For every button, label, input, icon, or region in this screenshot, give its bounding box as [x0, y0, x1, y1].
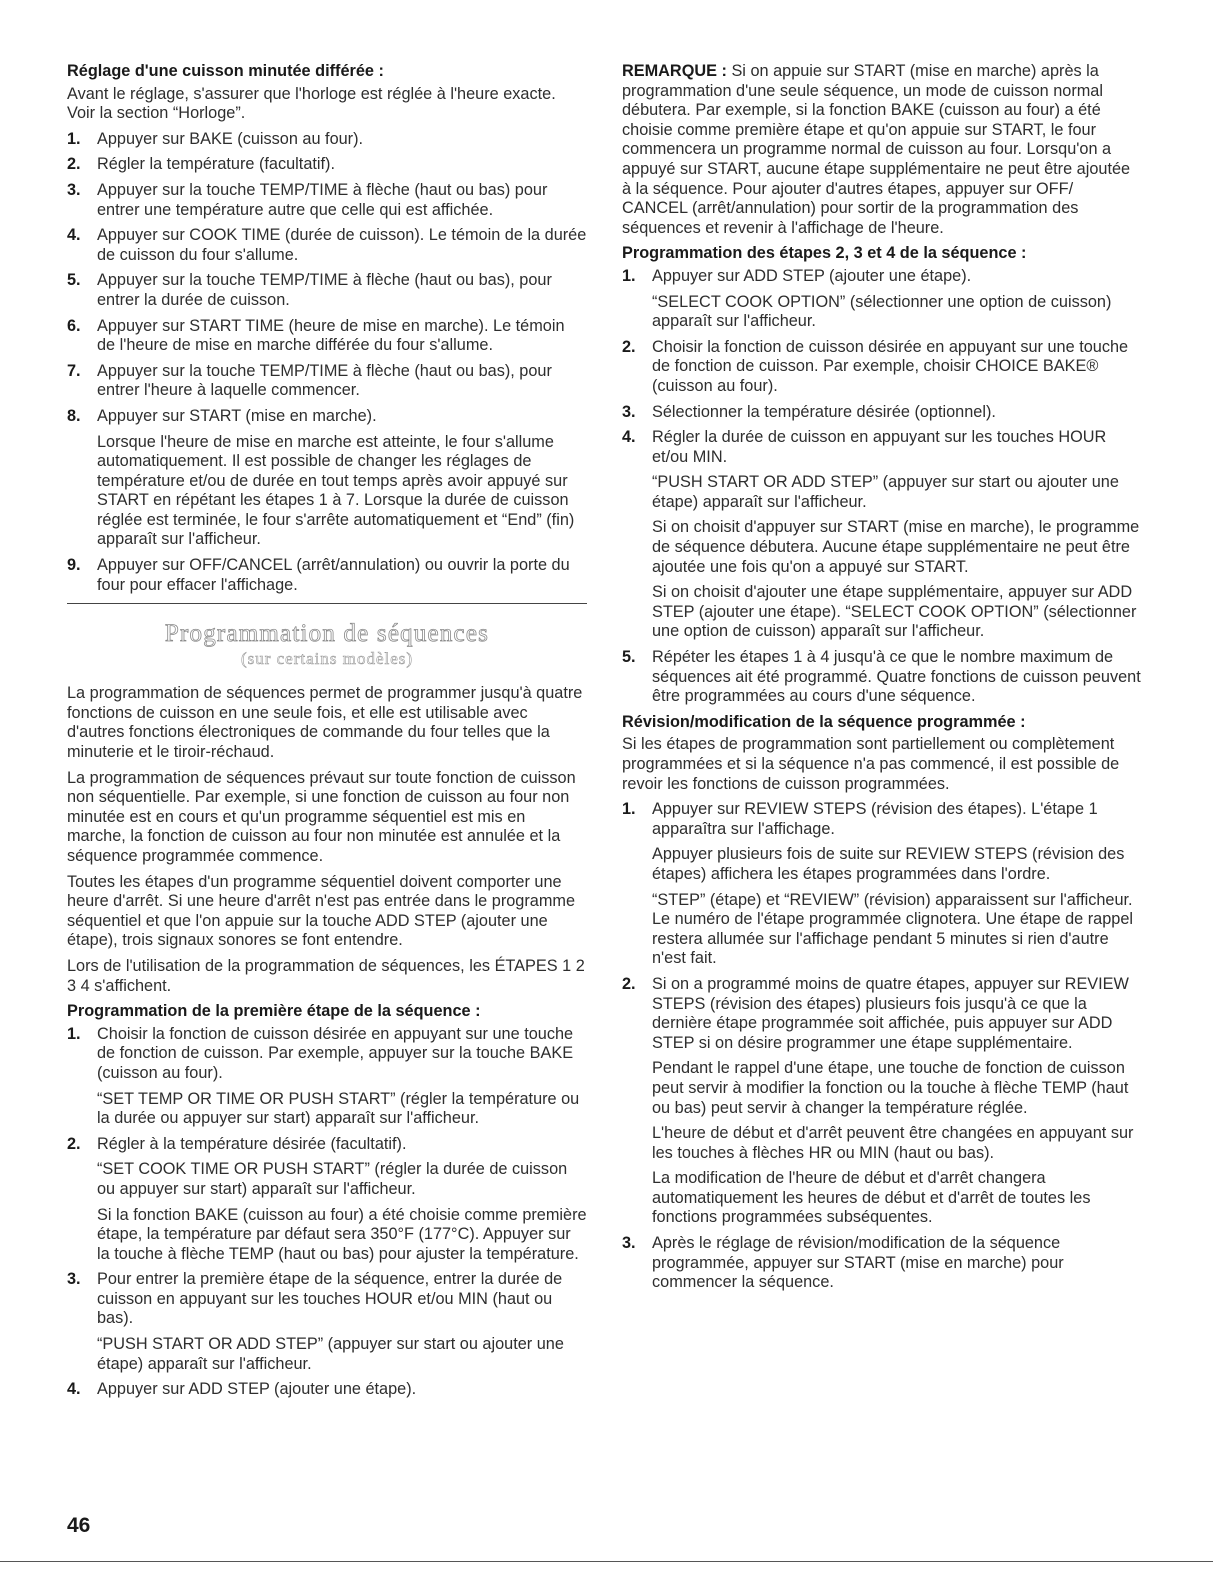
section-divider [67, 603, 587, 604]
step-text: Appuyer sur ADD STEP (ajouter une étape). [97, 1380, 417, 1399]
step-detail: “PUSH START OR ADD STEP” (appuyer sur start ou ajouter une étape) apparaît sur l'afficheur. [97, 1335, 564, 1373]
step-text: Appuyer sur la touche TEMP/TIME à flèche (haut ou bas), pour entrer la durée de cuisson. [97, 271, 552, 309]
paragraph: Toutes les étapes d'un programme séquentiel doivent comporter une heure d'arrêt. Si une heure d'arrêt n'est pas entrée dans le programme séquentiel et que l'on appuie sur la touche ADD STEP (ajouter une étape), trois signaux sonores se font entendre. [67, 872, 576, 950]
step-number: 1. [622, 800, 636, 819]
step-text: Appuyer sur la touche TEMP/TIME à flèche (haut ou bas), pour entrer l'heure à laquelle commencer. [97, 361, 552, 400]
step-detail: “SET COOK TIME OR PUSH START” (régler la durée de cuisson ou appuyer sur start) apparaît sur l'afficheur. [97, 1160, 568, 1198]
list-item [67, 362, 587, 401]
delayed-cook-intro: Avant le réglage, s'assurer que l'horloge est réglée à l'heure exacte. Voir la section “Horloge”. [67, 84, 556, 123]
note-paragraph [622, 62, 1142, 238]
step-text: Après le réglage de révision/modification de la séquence programmée, appuyer sur START (mise en marche) pour commencer la séquence. [652, 1234, 1064, 1292]
review-intro: Si les étapes de programmation sont partiellement ou complètement programmées et si la séquence n'a pas commencé, il est possible de revoir les fonctions de cuisson programmées. [622, 735, 1120, 793]
right-column [622, 62, 1142, 1299]
paragraph: La programmation de séquences prévaut sur toute fonction de cuisson non séquentielle. Par exemple, si une fonction de cuisson au four non minutée est en cours et qu'un programme séquentiel est mis en marche, la fonction de cuisson au four non minutée est annulée et la séquence programmée commence. [67, 768, 576, 865]
list-item [67, 155, 587, 175]
first-step-list [67, 1025, 587, 1400]
steps-2-4-list [622, 267, 1142, 707]
step-text: Appuyer sur la touche TEMP/TIME à flèche (haut ou bas) pour entrer une température autre que celle qui est affichée. [97, 180, 548, 219]
step-text: Appuyer sur ADD STEP (ajouter une étape). [652, 266, 972, 285]
step-text: Répéter les étapes 1 à 4 jusqu'à ce que le nombre maximum de séquences ait été programmé. Quatre fonctions de cuisson peuvent être programmées au cours d'une séquence. [652, 648, 1141, 706]
step-text: Appuyer sur COOK TIME (durée de cuisson). Le témoin de la durée de cuisson du four s'allume. [97, 226, 587, 264]
note-text: Si on appuie sur START (mise en marche) après la programmation d'une seule séquence, un mode de cuisson normal débutera. Par exemple, si la fonction BAKE (cuisson au four) a été choisie comme première étape et qu'on appuie sur START, le four commencera un programme normal de cuisson au four. Lorsqu'on a appuyé sur START, aucune étape supplémentaire ne peut être ajoutée à la séquence. Pour ajouter d'autres étapes, appuyer sur OFF/ CANCEL (arrêt/annulation) pour sortir de la programmation des séquences et revenir à l'affichage de l'heure. [622, 62, 1131, 237]
step-number: 3. [622, 1234, 636, 1253]
list-item [622, 975, 1142, 1228]
list-item [67, 1380, 587, 1400]
step-text: Régler la durée de cuisson en appuyant sur les touches HOUR et/ou MIN. [652, 428, 1107, 466]
step-detail: Lorsque l'heure de mise en marche est atteinte, le four s'allume automatiquement. Il est possible de changer les réglages de température et/ou de durée en tout temps après avoir appuyé sur START en répétant les étapes 1 à 7. Lorsque la durée de cuisson réglée est terminée, le four s'arrête automatiquement et “End” (fin) apparaît sur l'afficheur. [97, 432, 575, 549]
step-detail: La modification de l'heure de début et d'arrêt changera automatiquement les heures de début et d'arrêt de toutes les fonctions programmées subséquentes. [652, 1169, 1091, 1227]
list-item [67, 226, 587, 265]
step-text: Appuyer sur OFF/CANCEL (arrêt/annulation) ou ouvrir la porte du four pour effacer l'affichage. [97, 556, 570, 594]
list-item [622, 403, 1142, 423]
section-subtitle: (sur certains modèles) [240, 649, 414, 669]
step-text: Pour entrer la première étape de la séquence, entrer la durée de cuisson en appuyant sur les touches HOUR et/ou MIN (haut ou bas). [97, 1270, 563, 1328]
list-item [622, 648, 1142, 707]
list-item [67, 1135, 587, 1265]
step-text: Appuyer sur START TIME (heure de mise en marche). Le témoin de l'heure de mise en marche différée du four s'allume. [97, 316, 565, 355]
step-number: 2. [622, 337, 636, 356]
first-step-heading: Programmation de la première étape de la séquence : [67, 1002, 481, 1021]
note-label: REMARQUE : [622, 62, 727, 80]
step-detail: “SELECT COOK OPTION” (sélectionner une option de cuisson) apparaît sur l'afficheur. [652, 292, 1112, 331]
step-number: 4. [67, 226, 81, 245]
step-number: 1. [622, 266, 636, 285]
left-column [67, 62, 587, 1406]
step-text: Appuyer sur START (mise en marche). [97, 406, 377, 425]
step-detail: “STEP” (étape) et “REVIEW” (révision) apparaissent sur l'afficheur. Le numéro de l'étape programmée clignotera. Une étape de rappel restera allumée sur l'affichage pendant 5 minutes si rien d'autre n'est fait. [652, 890, 1133, 968]
list-item [67, 271, 587, 310]
page-number: 46 [67, 1514, 91, 1537]
paragraph: Lors de l'utilisation de la programmation de séquences, les ÉTAPES 1 2 3 4 s'affichent. [67, 956, 585, 995]
step-number: 3. [67, 1270, 81, 1289]
step-number: 1. [67, 129, 81, 148]
step-text: Si on a programmé moins de quatre étapes, appuyer sur REVIEW STEPS (révision des étapes) plusieurs fois jusqu'à ce que la dernière étape programmée soit affichée, puis appuyer sur ADD STEP si on désire programmer une étape supplémentaire. [652, 974, 1129, 1052]
step-number: 7. [67, 361, 81, 380]
list-item [622, 428, 1142, 642]
step-number: 2. [67, 155, 81, 174]
step-detail: Appuyer plusieurs fois de suite sur REVIEW STEPS (révision des étapes) affichera les étapes programmées dans l'ordre. [652, 845, 1125, 883]
list-item [622, 338, 1142, 397]
step-number: 8. [67, 406, 81, 425]
list-item [622, 267, 1142, 332]
step-detail: Si on choisit d'appuyer sur START (mise en marche), le programme de séquence débutera. Aucune étape supplémentaire ne peut être ajoutée une fois qu'on a appuyé sur START. [652, 518, 1140, 576]
step-text: Appuyer sur BAKE (cuisson au four). [97, 129, 364, 148]
step-number: 1. [67, 1024, 81, 1043]
list-item [67, 407, 587, 550]
step-number: 3. [622, 402, 636, 421]
step-number: 2. [67, 1134, 81, 1153]
step-text: Sélectionner la température désirée (optionnel). [652, 402, 996, 421]
list-item [67, 130, 587, 150]
step-number: 5. [622, 648, 636, 667]
list-item [67, 556, 587, 595]
step-number: 6. [67, 316, 81, 335]
list-item [622, 800, 1142, 969]
delayed-cook-heading: Réglage d'une cuisson minutée différée : [67, 62, 384, 80]
step-number: 3. [67, 180, 81, 199]
step-text: Régler la température (facultatif). [97, 155, 335, 174]
steps-2-4-heading: Programmation des étapes 2, 3 et 4 de la séquence : [622, 244, 1027, 263]
step-detail: Pendant le rappel d'une étape, une touche de fonction de cuisson peut servir à modifier la fonction ou la touche à flèche TEMP (haut ou bas) peut servir à changer la température réglée. [652, 1059, 1129, 1117]
step-detail: L'heure de début et d'arrêt peuvent être changées en appuyant sur les touches à flèches HR ou MIN (haut ou bas). [652, 1124, 1134, 1162]
step-detail: “PUSH START OR ADD STEP” (appuyer sur start ou ajouter une étape) apparaît sur l'afficheur. [652, 473, 1119, 511]
delayed-cook-steps [67, 130, 587, 595]
review-list [622, 800, 1142, 1293]
step-number: 4. [622, 428, 636, 447]
step-text: Appuyer sur REVIEW STEPS (révision des étapes). L'étape 1 apparaîtra sur l'affichage. [652, 800, 1098, 838]
step-text: Régler à la température désirée (facultatif). [97, 1134, 407, 1153]
footer-rule [0, 1561, 1213, 1562]
step-detail: Si on choisit d'ajouter une étape supplémentaire, appuyer sur ADD STEP (ajouter une étape). “SELECT COOK OPTION” (sélectionner une option de cuisson) apparaît sur l'afficheur. [652, 583, 1137, 641]
list-item [67, 1270, 587, 1374]
step-number: 2. [622, 974, 636, 993]
list-item [67, 317, 587, 356]
list-item [67, 181, 587, 220]
step-number: 5. [67, 271, 81, 290]
step-text: Choisir la fonction de cuisson désirée en appuyant sur une touche de fonction de cuisson. Par exemple, choisir CHOICE BAKE® (cuisson au four). [652, 337, 1129, 395]
list-item [622, 1234, 1142, 1293]
step-detail: Si la fonction BAKE (cuisson au four) a été choisie comme première étape, la température par défaut sera 350°F (177°C). Appuyer sur la touche à flèche TEMP (haut ou bas) pour ajuster la température. [97, 1205, 587, 1263]
review-heading: Révision/modification de la séquence programmée : [622, 712, 1026, 731]
list-item [67, 1025, 587, 1129]
section-title: Programmation de séquences [164, 620, 490, 648]
step-detail: “SET TEMP OR TIME OR PUSH START” (régler la température ou la durée ou appuyer sur start) apparaît sur l'afficheur. [97, 1089, 580, 1128]
step-number: 4. [67, 1380, 81, 1399]
step-number: 9. [67, 556, 81, 575]
paragraph: La programmation de séquences permet de programmer jusqu'à quatre fonctions de cuisson en une seule fois, et elle est utilisable avec d'autres fonctions électroniques de commande du four telles que la minuterie et le tiroir-réchaud. [67, 684, 583, 762]
step-text: Choisir la fonction de cuisson désirée en appuyant sur une touche de fonction de cuisson. Par exemple, appuyer sur la touche BAKE (cuisson au four). [97, 1024, 574, 1082]
